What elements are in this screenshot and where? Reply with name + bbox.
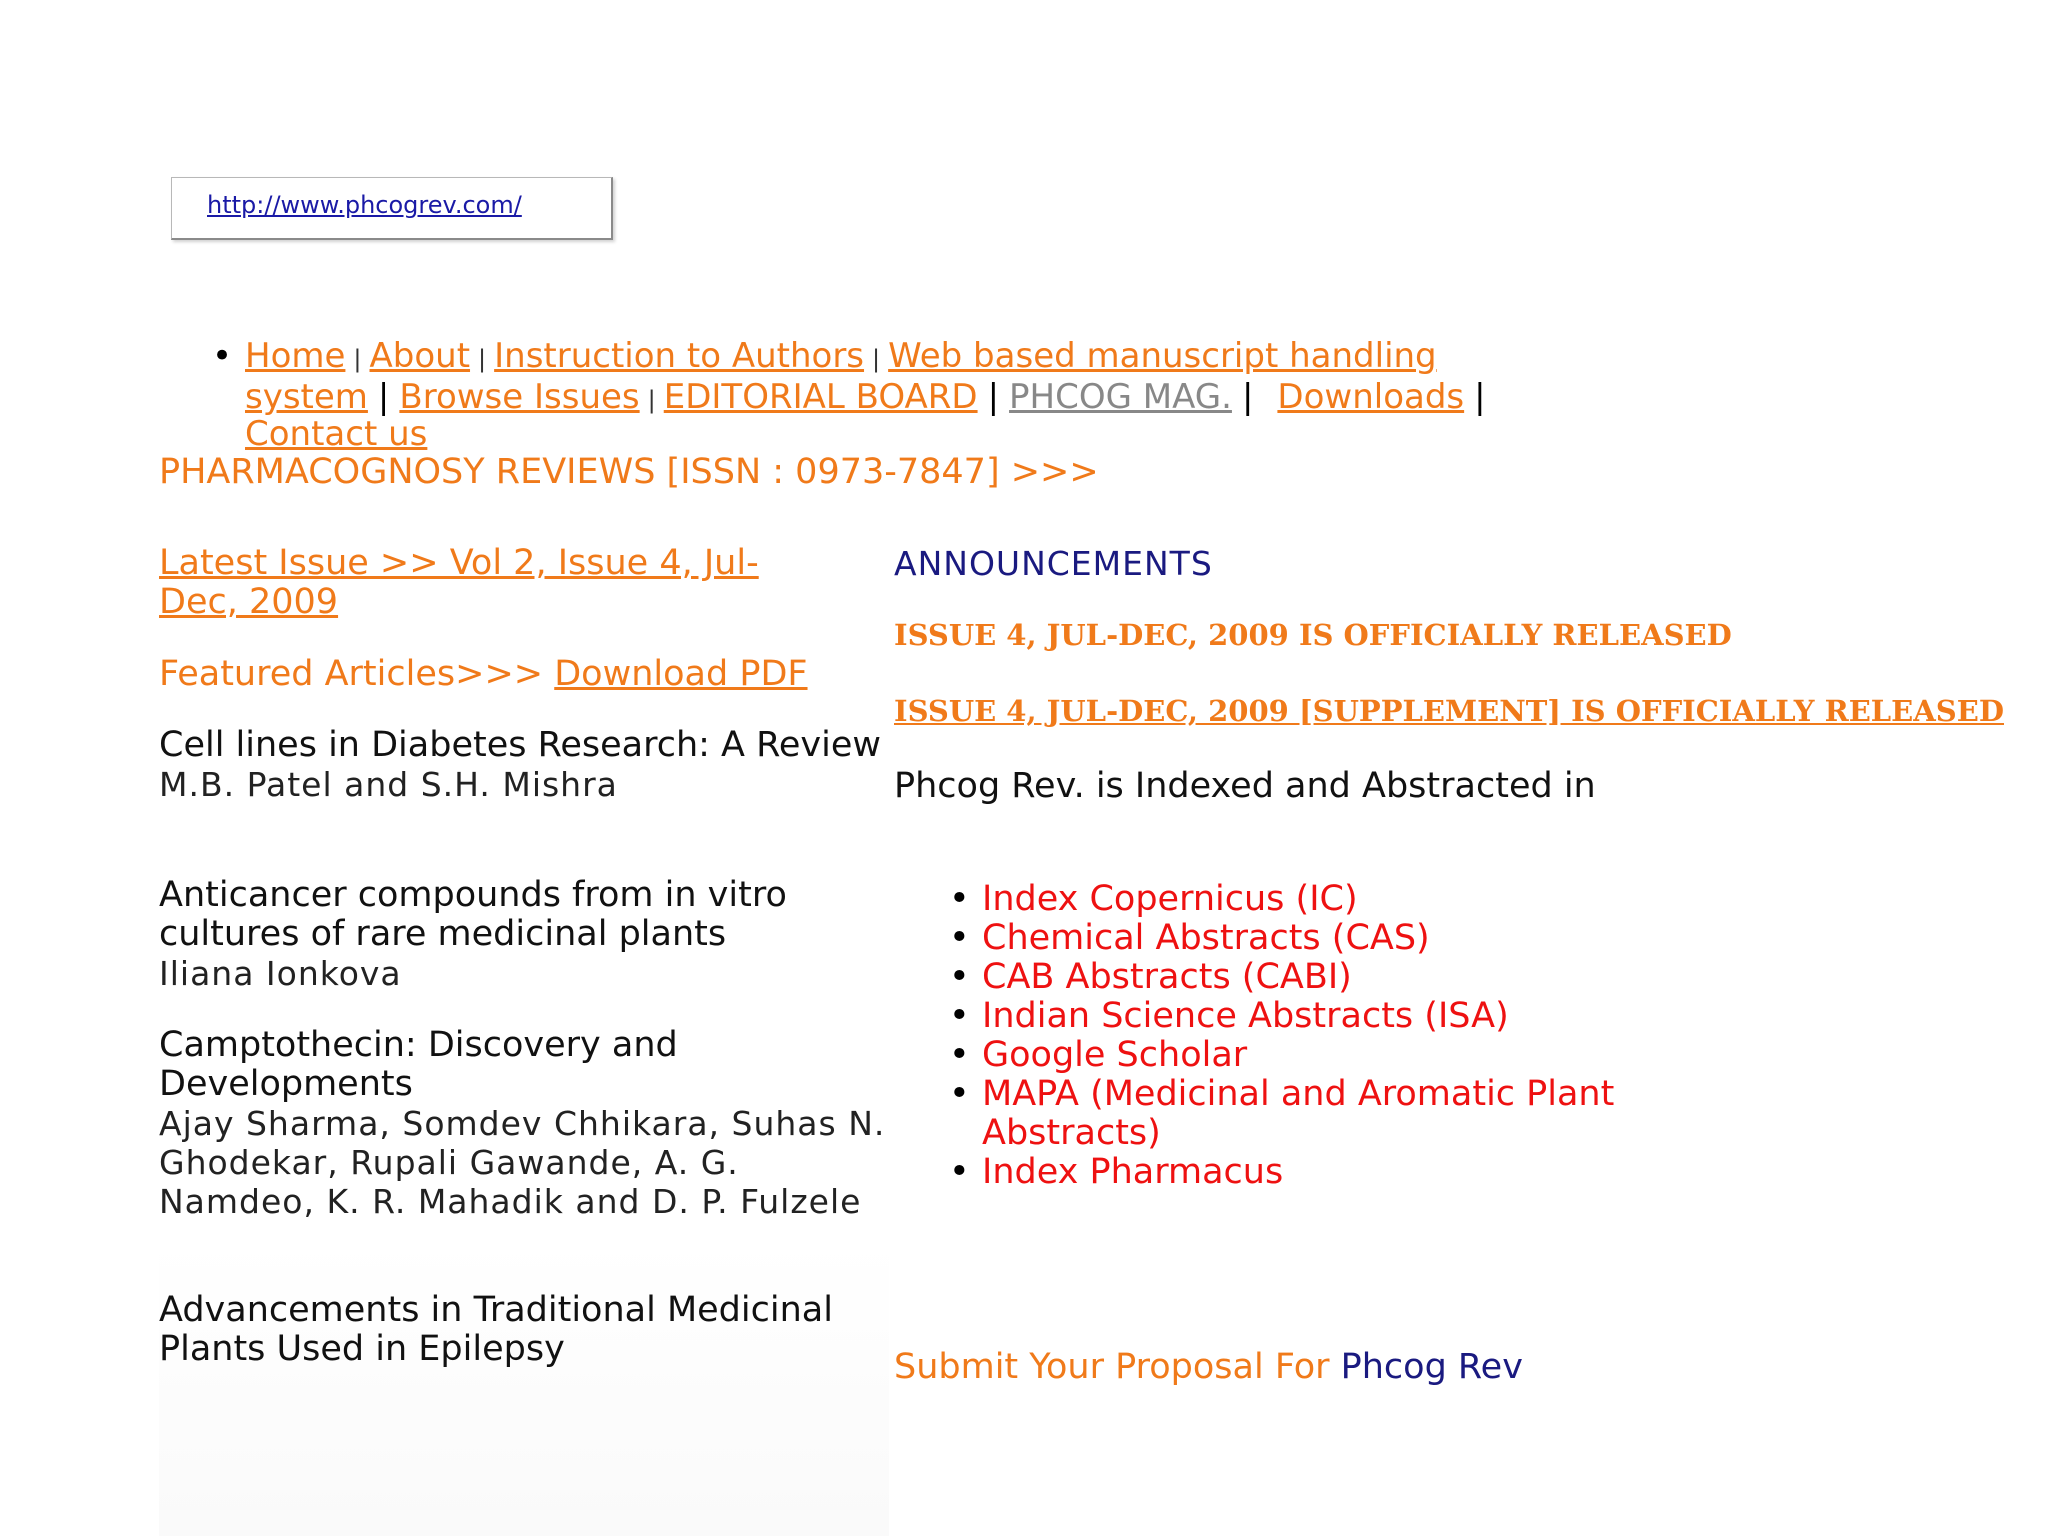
nav-line-3	[245, 414, 428, 454]
announcement-link[interactable]: ISSUE 4, JUL-DEC, 2009 [SUPPLEMENT] IS OFFICIALLY RELEASED	[894, 694, 2004, 728]
indexed-heading: Phcog Rev. is Indexed and Abstracted in	[894, 766, 1596, 806]
featured-articles	[159, 654, 808, 694]
nav-separator: |	[872, 345, 881, 373]
article-item	[159, 1026, 889, 1221]
article-title[interactable]: Camptothecin: Discovery and Developments	[159, 1025, 678, 1104]
nav-separator: |	[478, 345, 487, 373]
index-item-label: Google Scholar	[982, 1035, 1248, 1075]
nav-separator: |	[353, 345, 362, 373]
nav-pipe: |	[987, 377, 1000, 417]
index-item	[949, 1075, 1702, 1153]
bullet-icon: •	[949, 1074, 970, 1114]
bullet-icon: •	[949, 1035, 970, 1075]
article-authors: Iliana Ionkova	[159, 954, 402, 993]
nav-home-link[interactable]: Home	[245, 336, 346, 376]
featured-label: Featured Articles>>>	[159, 654, 555, 694]
article-item	[159, 876, 889, 993]
article-title[interactable]: Anticancer compounds from in vitro cultures of rare medicinal plants	[159, 875, 787, 954]
index-item-label: Indian Science Abstracts (ISA)	[982, 996, 1509, 1036]
announcement-item: ISSUE 4, JUL-DEC, 2009 IS OFFICIALLY RELEASED	[894, 618, 1732, 652]
nav-phcog-mag-link[interactable]: PHCOG MAG.	[1009, 377, 1232, 417]
bullet-icon: •	[949, 1152, 970, 1192]
nav-pipe: |	[377, 377, 390, 417]
nav-manuscript-link-part1[interactable]: Web based manuscript handling	[888, 336, 1437, 376]
index-item-label: MAPA (Medicinal and Aromatic Plant Abstracts)	[982, 1074, 1615, 1153]
journal-title: PHARMACOGNOSY REVIEWS [ISSN : 0973-7847] >>>	[159, 452, 1099, 492]
nav-about-link[interactable]: About	[369, 336, 471, 376]
nav-instruction-link[interactable]: Instruction to Authors	[494, 336, 865, 376]
article-title[interactable]: Advancements in Traditional Medicinal Plants Used in Epilepsy	[159, 1290, 833, 1369]
nav-separator: |	[647, 386, 656, 414]
nav-contact-link[interactable]: Contact us	[245, 414, 428, 454]
nav-downloads-link[interactable]: Downloads	[1277, 377, 1465, 417]
nav-editorial-link[interactable]: EDITORIAL BOARD	[663, 377, 978, 417]
bullet-icon: •	[949, 879, 970, 919]
article-authors: Ajay Sharma, Somdev Chhikara, Suhas N. Ghodekar, Rupali Gawande, A. G. Namdeo, K. R. Mahadik and D. P. Fulzele	[159, 1104, 886, 1221]
index-item-label: Chemical Abstracts (CAS)	[982, 918, 1430, 958]
nav-browse-link[interactable]: Browse Issues	[399, 377, 640, 417]
download-pdf-link[interactable]: Download PDF	[554, 654, 808, 694]
announcements-title: ANNOUNCEMENTS	[894, 544, 1213, 583]
nav-line-1	[245, 337, 1437, 379]
index-item	[949, 880, 1702, 919]
nav-pipe: |	[1241, 377, 1254, 417]
article-item	[159, 1291, 889, 1369]
nav-line-2	[245, 378, 1496, 420]
nav-pipe: |	[1474, 377, 1486, 417]
article-title[interactable]: Cell lines in Diabetes Research: A Review	[159, 725, 881, 765]
right-column	[894, 540, 2004, 1387]
bullet-icon: •	[212, 336, 233, 376]
article-item	[159, 726, 889, 804]
index-item	[949, 1036, 1702, 1075]
index-item	[949, 919, 1702, 958]
index-item	[949, 997, 1702, 1036]
index-item	[949, 958, 1702, 997]
index-item-label: CAB Abstracts (CABI)	[982, 957, 1352, 997]
nav-manuscript-link-part2[interactable]: system	[245, 377, 368, 417]
left-column	[159, 544, 889, 1536]
bullet-icon: •	[949, 957, 970, 997]
bullet-icon: •	[949, 996, 970, 1036]
submit-accent: Phcog Rev	[1340, 1347, 1523, 1387]
latest-issue-link[interactable]: Latest Issue >> Vol 2, Issue 4, Jul-Dec, 2009	[159, 543, 759, 622]
submit-prefix: Submit Your Proposal For	[894, 1347, 1341, 1387]
article-authors: M.B. Patel and S.H. Mishra	[159, 765, 618, 804]
index-item	[949, 1153, 1702, 1192]
index-item-label: Index Pharmacus	[982, 1152, 1284, 1192]
index-item-label: Index Copernicus (IC)	[982, 879, 1358, 919]
bullet-icon: •	[949, 918, 970, 958]
index-list	[949, 880, 1702, 1192]
submit-proposal[interactable]	[894, 1347, 1523, 1387]
url-link[interactable]: http://www.phcogrev.com/	[207, 191, 522, 219]
url-box	[171, 177, 613, 240]
